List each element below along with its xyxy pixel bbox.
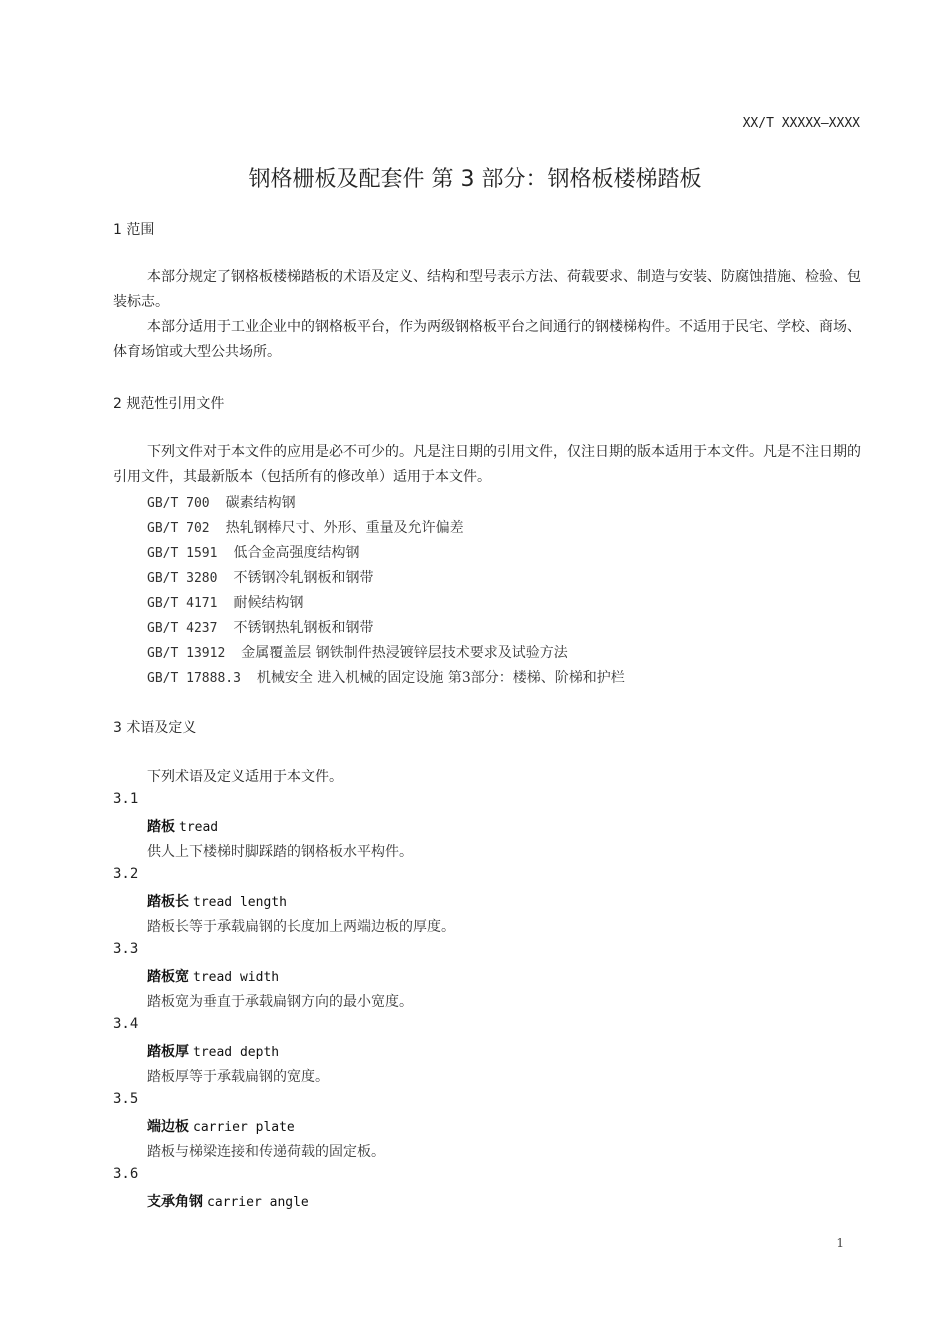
- reference-title: 低合金高强度结构钢: [233, 545, 360, 561]
- term-number: 3.6: [113, 1166, 139, 1182]
- term-name: [147, 816, 218, 836]
- standard-number: XX/T XXXXX—XXXX: [742, 116, 860, 131]
- term-name-en: tread length: [193, 895, 287, 910]
- term-name-en: tread: [179, 820, 219, 835]
- term-name-zh: 踏板: [147, 819, 175, 835]
- document-title: 钢格栅板及配套件 第 3 部分：钢格板楼梯踏板: [248, 167, 702, 192]
- reference-item: [147, 642, 568, 662]
- term-definition: 踏板厚等于承载扁钢的宽度。: [147, 1069, 329, 1085]
- term-definition: 供人上下楼梯时脚踩踏的钢格板水平构件。: [147, 844, 413, 860]
- term-name: [147, 966, 279, 986]
- reference-code: GB/T 700: [147, 496, 210, 511]
- term-name-zh: 支承角钢: [147, 1194, 203, 1210]
- term-name: [147, 1041, 279, 1061]
- term-name: [147, 1191, 309, 1211]
- term-name-zh: 踏板长: [147, 894, 189, 910]
- reference-title: 耐候结构钢: [233, 595, 304, 611]
- term-name-zh: 端边板: [147, 1119, 189, 1135]
- reference-title: 不锈钢冷轧钢板和钢带: [233, 570, 374, 586]
- reference-title: 机械安全 进入机械的固定设施 第3部分：楼梯、阶梯和护栏: [256, 670, 625, 686]
- term-name-en: tread width: [193, 970, 280, 985]
- reference-item: [147, 492, 296, 512]
- reference-code: GB/T 17888.3: [147, 671, 241, 686]
- reference-code: GB/T 1591: [147, 546, 218, 561]
- term-number: 3.3: [113, 941, 139, 957]
- term-definition: 踏板长等于承载扁钢的长度加上两端边板的厚度。: [147, 919, 455, 935]
- reference-title: 金属覆盖层 钢铁制件热浸镀锌层技术要求及试验方法: [241, 645, 568, 661]
- section-1-paragraph-2: 本部分适用于工业企业中的钢格板平台，作为两级钢格板平台之间通行的钢楼梯构件。不适用于民宅、学校、商场、体育场馆或大型公共场所。: [113, 319, 861, 360]
- reference-item: [147, 617, 373, 637]
- term-number: 3.5: [113, 1091, 139, 1107]
- reference-code: GB/T 4171: [147, 596, 218, 611]
- reference-code: GB/T 13912: [147, 646, 226, 661]
- term-name-zh: 踏板宽: [147, 969, 189, 985]
- term-number: 3.4: [113, 1016, 139, 1032]
- reference-item: [147, 542, 359, 562]
- reference-item: [147, 592, 303, 612]
- term-name: [147, 891, 287, 911]
- section-3-intro: 下列术语及定义适用于本文件。: [147, 769, 343, 785]
- section-3-heading: 3 术语及定义: [113, 720, 197, 736]
- term-name-en: tread depth: [193, 1045, 280, 1060]
- section-1-paragraph-1: 本部分规定了钢格板楼梯踏板的术语及定义、结构和型号表示方法、荷载要求、制造与安装、防腐蚀措施、检验、包装标志。: [113, 269, 861, 310]
- term-name-en: carrier plate: [193, 1120, 295, 1135]
- reference-item: [147, 667, 625, 687]
- reference-item: [147, 517, 464, 537]
- reference-title: 热轧钢棒尺寸、外形、重量及允许偏差: [225, 520, 464, 536]
- section-2-paragraph: 下列文件对于本文件的应用是必不可少的。凡是注日期的引用文件，仅注日期的版本适用于本文件。凡是不注日期的引用文件，其最新版本（包括所有的修改单）适用于本文件。: [113, 444, 861, 485]
- term-name-zh: 踏板厚: [147, 1044, 189, 1060]
- term-number: 3.2: [113, 866, 139, 882]
- reference-title: 不锈钢热轧钢板和钢带: [233, 620, 374, 636]
- reference-item: [147, 567, 373, 587]
- term-definition: 踏板与梯梁连接和传递荷载的固定板。: [147, 1144, 385, 1160]
- term-definition: 踏板宽为垂直于承载扁钢方向的最小宽度。: [147, 994, 413, 1010]
- term-name-en: carrier angle: [207, 1195, 309, 1210]
- reference-code: GB/T 4237: [147, 621, 218, 636]
- reference-code: GB/T 702: [147, 521, 210, 536]
- term-number: 3.1: [113, 791, 139, 807]
- term-name: [147, 1116, 295, 1136]
- page-number: 1: [836, 1236, 844, 1250]
- section-1-heading: 1 范围: [113, 222, 155, 238]
- reference-code: GB/T 3280: [147, 571, 218, 586]
- section-2-heading: 2 规范性引用文件: [113, 396, 225, 412]
- reference-title: 碳素结构钢: [225, 495, 296, 511]
